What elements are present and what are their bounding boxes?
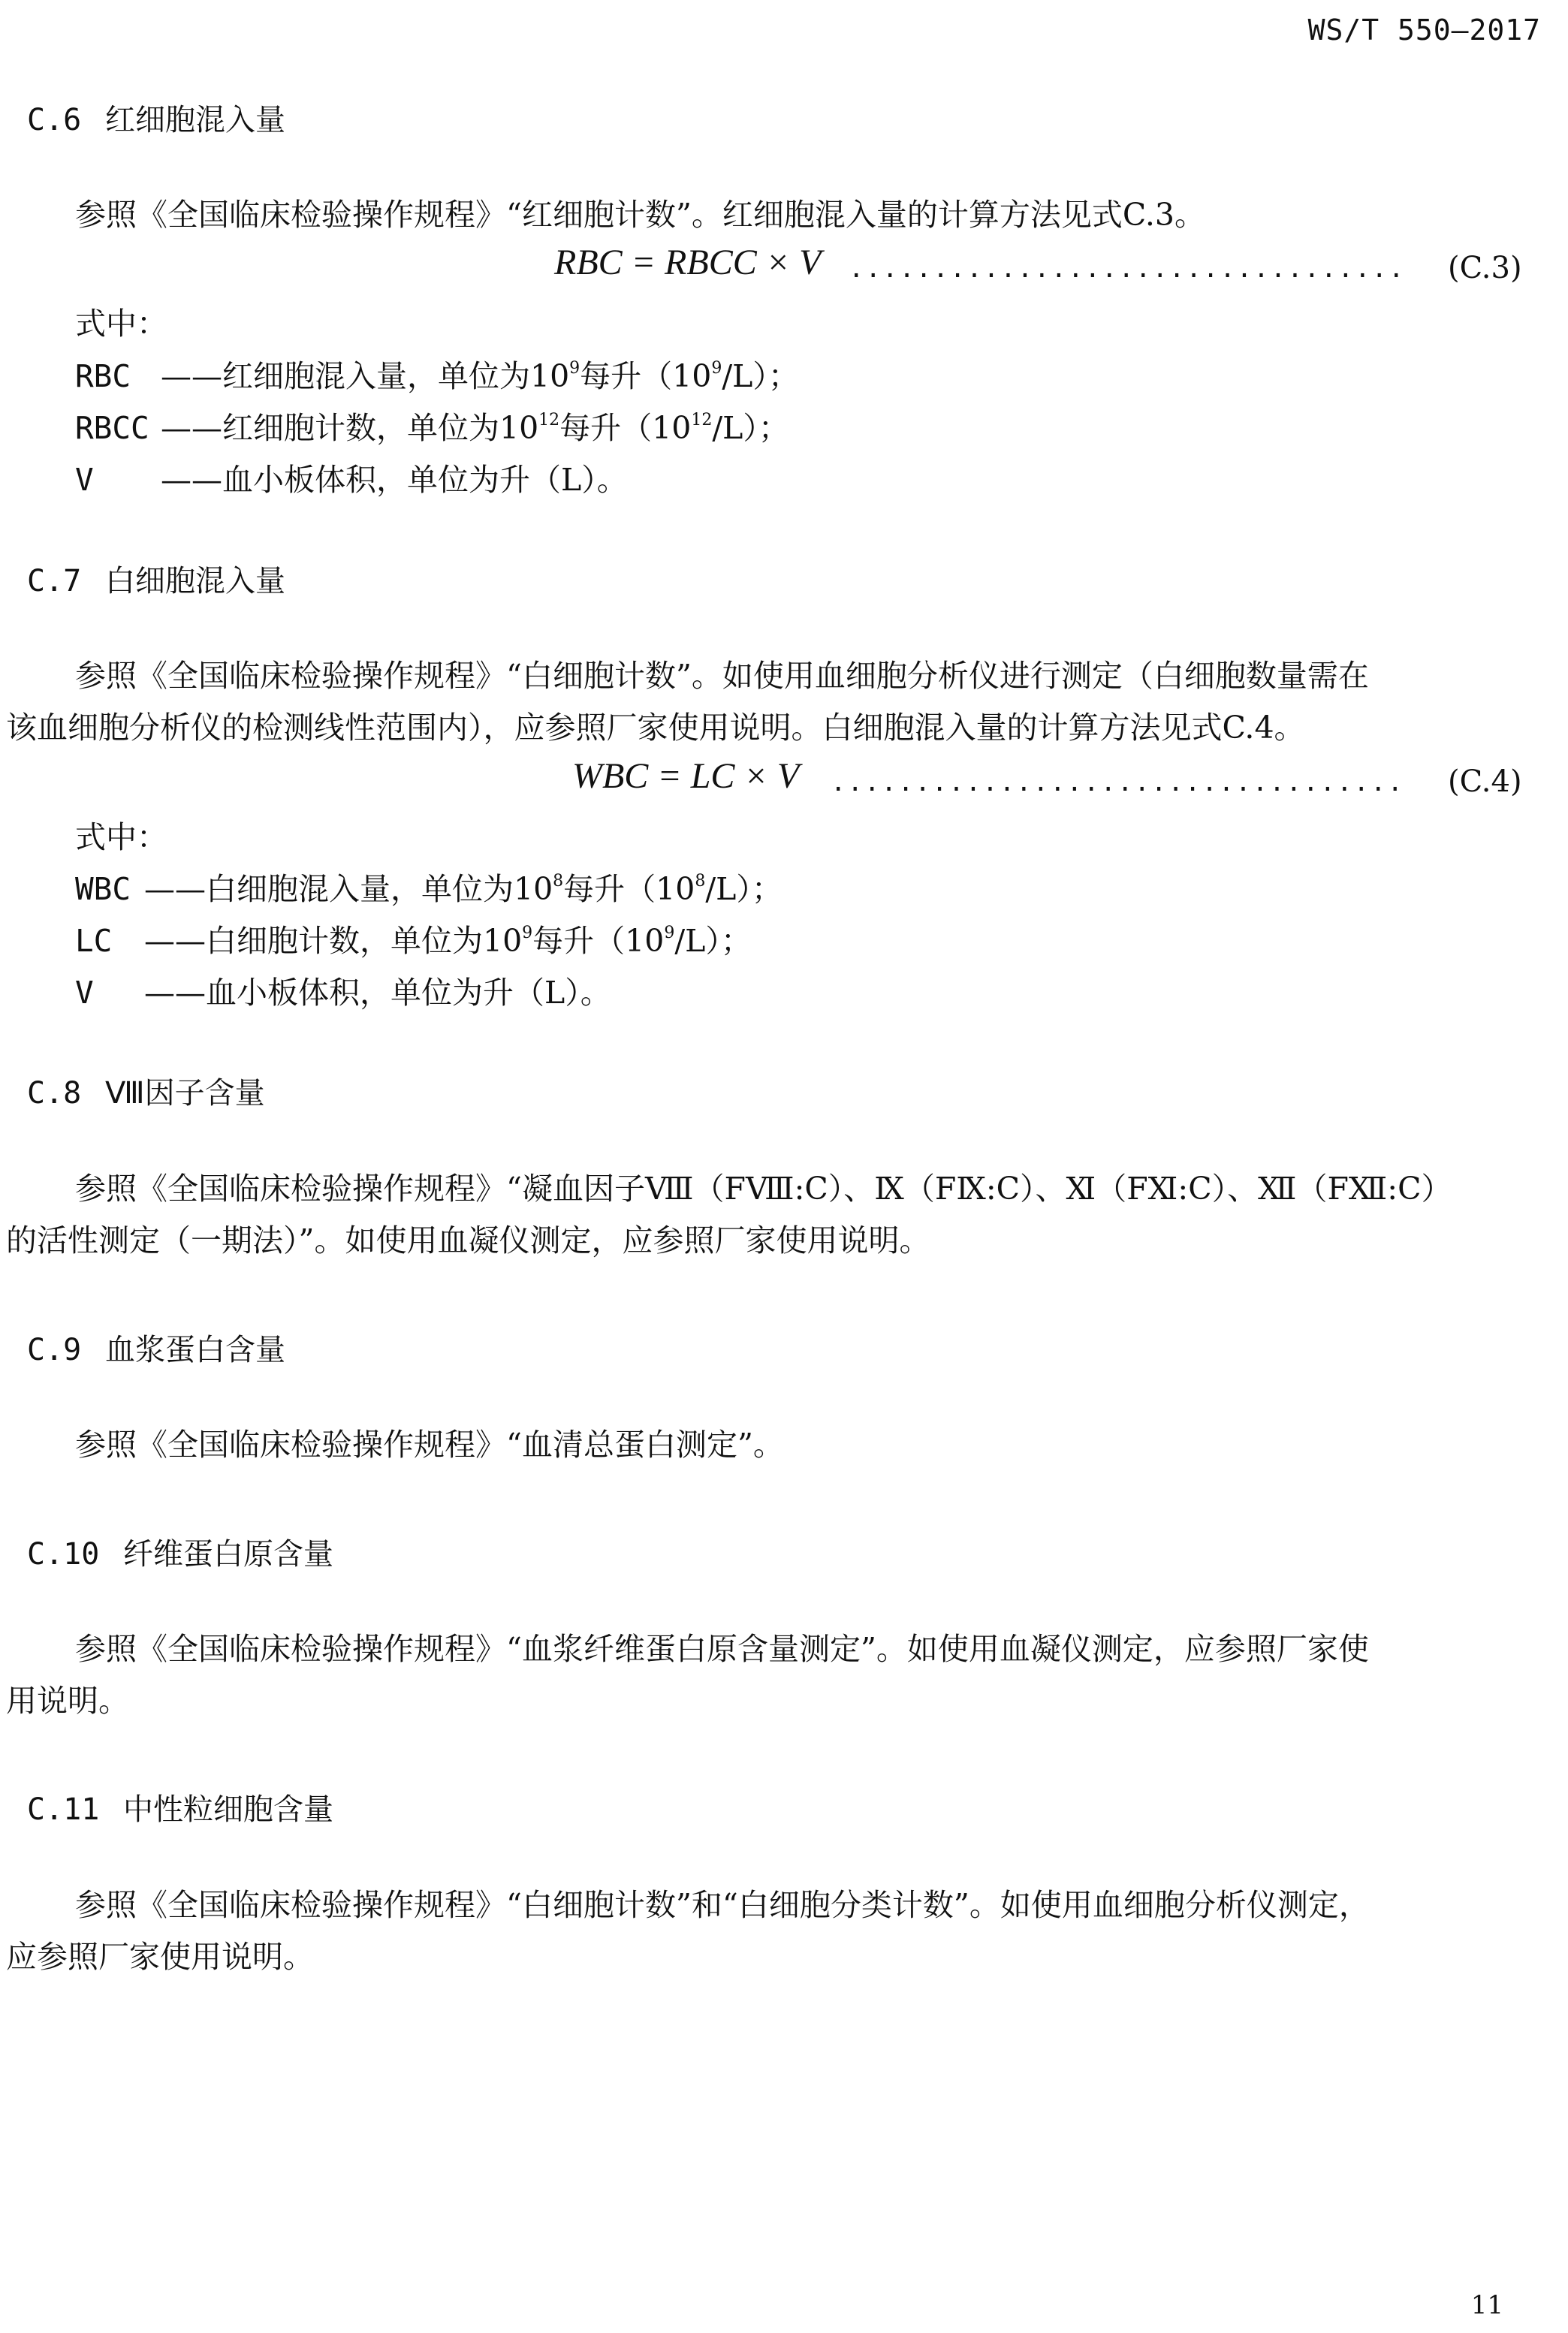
section-heading-c7 <box>27 557 285 600</box>
formula-leader-dots: ................................. <box>849 254 1406 284</box>
variable-symbol: RBCC <box>75 410 149 446</box>
section-title: 血浆蛋白含量 <box>105 1333 285 1367</box>
paragraph-c6: 参照《全国临床检验操作规程》“红细胞计数”。红细胞混入量的计算方法见式C.3。 <box>75 197 1205 233</box>
formula-c3: RBC = RBCC × V <box>554 243 822 282</box>
page-number: 11 <box>1470 2290 1503 2320</box>
section-title: 中性粒细胞含量 <box>123 1792 333 1827</box>
variable-row: V ——血小板体积，单位为升（L）。 <box>75 462 628 498</box>
paragraph-c10-line2: 用说明。 <box>6 1683 129 1719</box>
variable-symbol: RBC <box>75 358 131 394</box>
formula-number: (C.3) <box>1448 251 1522 285</box>
variable-symbol: LC <box>75 923 113 959</box>
section-number: C.10 <box>27 1537 100 1572</box>
paragraph-c8-line2: 的活性测定（一期法）”。如使用血凝仪测定，应参照厂家使用说明。 <box>6 1222 930 1258</box>
variable-symbol: V <box>75 462 94 498</box>
section-number: C.7 <box>27 564 82 598</box>
section-title: 纤维蛋白原含量 <box>123 1537 333 1572</box>
variable-row: RBC ——红细胞混入量，单位为$10^9$每升$(10^9/L)$； <box>75 358 799 394</box>
section-title: Ⅷ因子含量 <box>105 1076 265 1111</box>
paragraph-c11-line2: 应参照厂家使用说明。 <box>6 1939 314 1975</box>
section-number: C.6 <box>27 103 82 137</box>
section-heading-c9 <box>27 1326 285 1369</box>
section-heading-c10 <box>27 1530 333 1573</box>
section-title: 红细胞混入量 <box>105 103 285 137</box>
section-heading-c8 <box>27 1069 265 1112</box>
variable-row: LC ——白细胞计数，单位为$10^9$每升$(10^9/L)$； <box>75 923 752 959</box>
paragraph-c7-line2: 该血细胞分析仪的检测线性范围内），应参照厂家使用说明。白细胞混入量的计算方法见式C.4。 <box>6 710 1305 746</box>
section-number: C.11 <box>27 1792 100 1827</box>
variable-row: V ——血小板体积，单位为升（L）。 <box>75 975 611 1011</box>
section-heading-c11 <box>27 1786 333 1828</box>
paragraph-c10-line1: 参照《全国临床检验操作规程》“血浆纤维蛋白原含量测定”。如使用血凝仪测定，应参照厂家使 <box>75 1631 1369 1667</box>
section-number: C.8 <box>27 1076 82 1111</box>
paragraph-c11-line1: 参照《全国临床检验操作规程》“白细胞计数”和“白细胞分类计数”。如使用血细胞分析仪测定， <box>75 1887 1370 1923</box>
variable-symbol: WBC <box>75 871 131 907</box>
where-label: 式中： <box>75 306 167 342</box>
formula-c4: WBC = LC × V <box>572 756 800 796</box>
variable-symbol: V <box>75 975 94 1011</box>
section-number: C.9 <box>27 1333 82 1367</box>
document-code: WS/T 550—2017 <box>1307 14 1541 47</box>
paragraph-c7-line1: 参照《全国临床检验操作规程》“白细胞计数”。如使用血细胞分析仪进行测定（白细胞数量需在 <box>75 658 1369 694</box>
section-title: 白细胞混入量 <box>105 564 285 598</box>
formula-leader-dots: .................................. <box>831 767 1404 797</box>
variable-row: WBC ——白细胞混入量，单位为$10^8$每升$(10^8/L)$； <box>75 871 782 907</box>
variable-row: RBCC ——红细胞计数，单位为$10^{12}$每升$(10^{12}/L)$； <box>75 410 789 446</box>
where-label: 式中： <box>75 819 167 855</box>
paragraph-c9: 参照《全国临床检验操作规程》“血清总蛋白测定”。 <box>75 1427 784 1463</box>
paragraph-c8-line1: 参照《全国临床检验操作规程》“凝血因子Ⅷ（FⅧ:C）、Ⅸ（FⅨ:C）、Ⅺ（FⅪ:C）、Ⅻ（FⅫ:C） <box>75 1171 1452 1207</box>
formula-number: (C.4) <box>1448 764 1522 799</box>
section-heading-c6 <box>27 96 285 139</box>
